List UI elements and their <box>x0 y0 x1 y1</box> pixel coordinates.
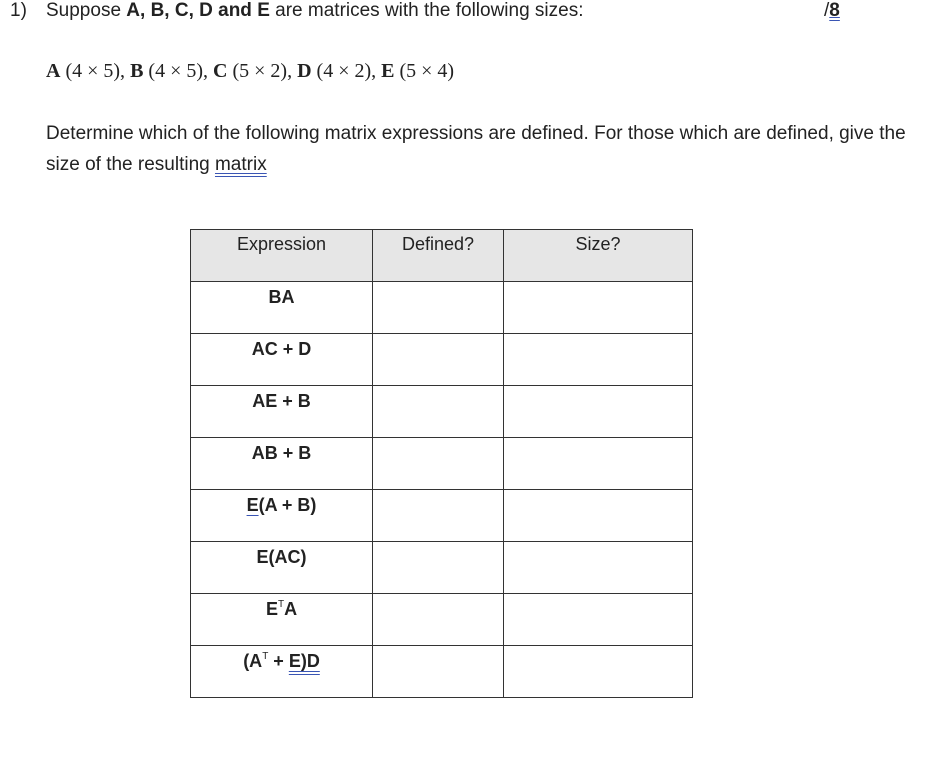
header-defined: Defined? <box>373 230 504 282</box>
transpose-superscript: T <box>277 599 285 610</box>
expression-cell: BA <box>191 282 373 334</box>
instructions <box>46 118 906 180</box>
defined-cell[interactable] <box>373 386 504 438</box>
defined-cell[interactable] <box>373 594 504 646</box>
expr-part: E <box>246 495 259 515</box>
defined-cell[interactable] <box>373 646 504 698</box>
instructions-main: Determine which of the following matrix expressions are defined. For those which are defined, give the size of the resulting <box>46 123 906 175</box>
question-matrix-letters: A, B, C, D and E <box>126 0 270 21</box>
defined-cell[interactable] <box>373 438 504 490</box>
size-cell[interactable] <box>504 334 693 386</box>
table-row <box>191 542 693 594</box>
matrix-a-dims: (4 × 5), <box>65 60 131 82</box>
size-cell[interactable] <box>504 646 693 698</box>
expr-part: E <box>265 599 278 619</box>
expr-part: E)D <box>288 651 320 671</box>
marks-slash: / <box>824 0 830 21</box>
size-cell[interactable] <box>504 594 693 646</box>
transpose-superscript: T <box>262 651 269 662</box>
defined-cell[interactable] <box>373 334 504 386</box>
defined-cell[interactable] <box>373 282 504 334</box>
matrix-e-name: E <box>381 60 395 82</box>
defined-cell[interactable] <box>373 542 504 594</box>
expression-cell: AE + B <box>191 386 373 438</box>
matrix-sizes <box>46 60 454 83</box>
matrix-b-name: B <box>130 60 144 82</box>
table-row <box>191 438 693 490</box>
expression-cell <box>191 594 373 646</box>
matrix-e-dims: (5 × 4) <box>399 60 455 82</box>
defined-cell[interactable] <box>373 490 504 542</box>
matrix-c-name: C <box>213 60 228 82</box>
size-cell[interactable] <box>504 438 693 490</box>
header-expression: Expression <box>191 230 373 282</box>
question-number: 1) <box>10 0 27 21</box>
instructions-last-word: matrix <box>214 154 267 175</box>
size-cell[interactable] <box>504 282 693 334</box>
expression-cell <box>191 646 373 698</box>
expression-cell: AB + B <box>191 438 373 490</box>
expressions-table <box>190 229 693 698</box>
expr-part: + <box>268 651 289 671</box>
table-row <box>191 646 693 698</box>
expr-part: (A <box>243 651 263 671</box>
table-row <box>191 594 693 646</box>
question-suffix: are matrices with the following sizes: <box>269 0 584 21</box>
question-text <box>46 0 584 22</box>
table-row <box>191 282 693 334</box>
matrix-b-dims: (4 × 5), <box>148 60 214 82</box>
size-cell[interactable] <box>504 542 693 594</box>
expression-cell: AC + D <box>191 334 373 386</box>
header-size: Size? <box>504 230 693 282</box>
marks-total <box>824 0 840 22</box>
matrix-d-dims: (4 × 2), <box>316 60 382 82</box>
table-row <box>191 386 693 438</box>
matrix-c-dims: (5 × 2), <box>232 60 298 82</box>
matrix-d-name: D <box>297 60 312 82</box>
table-header-row <box>191 230 693 282</box>
expr-part: A <box>284 599 298 619</box>
size-cell[interactable] <box>504 490 693 542</box>
expr-part: (A + B) <box>258 495 317 515</box>
table-row <box>191 490 693 542</box>
marks-score: 8 <box>829 0 840 21</box>
matrix-a-name: A <box>46 60 61 82</box>
table-row <box>191 334 693 386</box>
expression-cell <box>191 490 373 542</box>
question-prefix: Suppose <box>46 0 127 21</box>
size-cell[interactable] <box>504 386 693 438</box>
expression-cell: E(AC) <box>191 542 373 594</box>
